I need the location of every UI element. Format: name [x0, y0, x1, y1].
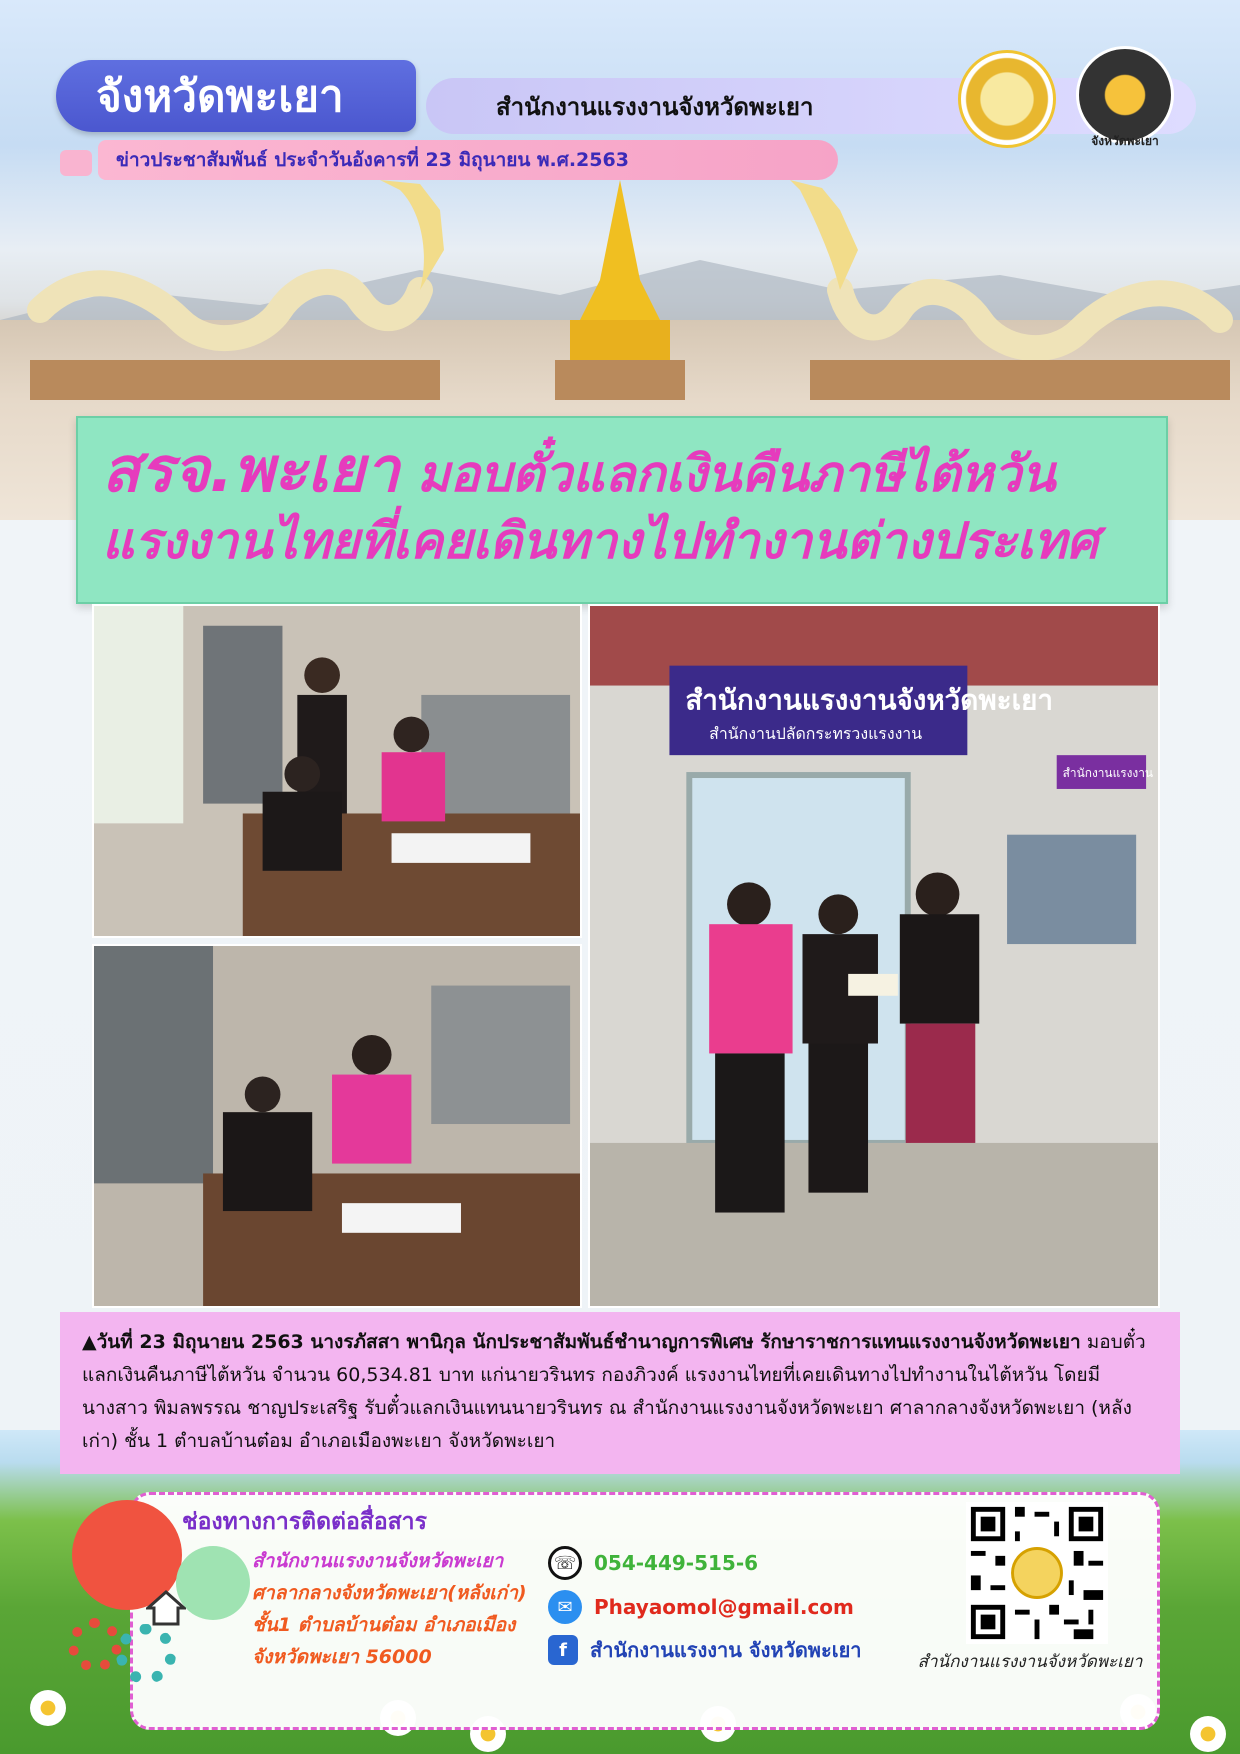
labour-office-seal-icon: [958, 50, 1056, 148]
facebook-contact[interactable]: [548, 1634, 862, 1666]
phone-number: 054-449-515-6: [594, 1551, 759, 1575]
facebook-icon: f: [548, 1635, 578, 1665]
email-contact[interactable]: [548, 1590, 854, 1624]
address-line: จังหวัดพะเยา 56000: [252, 1646, 432, 1668]
address-line: สำนักงานแรงงานจังหวัดพะเยา: [252, 1550, 504, 1572]
sign-small: สำนักงานแรงงาน: [1062, 766, 1154, 781]
photo-office-entrance: [588, 604, 1160, 1308]
photo-office-desk-1: [92, 604, 582, 938]
news-pill-tab: [60, 150, 92, 176]
address-line: ศาลากลางจังหวัดพะเยา(หลังเก่า): [252, 1582, 527, 1604]
email-icon: ✉: [548, 1590, 582, 1624]
qr-label: สำนักงานแรงงานจังหวัดพะเยา: [917, 1652, 1143, 1672]
map-pin-icon: [176, 1546, 250, 1620]
daisy-decoration: [30, 1690, 66, 1726]
phone-icon: ☏: [548, 1546, 582, 1580]
headline-line-1-rest: มอบตั๋วแลกเงินคืนภาษีไต้หวัน: [416, 445, 1056, 503]
office-title: สำนักงานแรงงานจังหวัดพะเยา: [426, 78, 1196, 134]
news-date: ข่าวประชาสัมพันธ์ ประจำวันอังคารที่ 23 มิถุนายน พ.ศ.2563: [98, 140, 838, 180]
headline-abbrev: สรจ.พะเยา: [102, 433, 400, 506]
headline-line-2: แรงงานไทยที่เคยเดินทางไปทำงานต่างประเทศ: [102, 512, 1099, 571]
province-title: จังหวัดพะเยา: [56, 60, 416, 132]
contact-title: ช่องทางการติดต่อสื่อสาร: [182, 1509, 427, 1535]
naga-stupa-scene: [0, 170, 1240, 430]
province-seal-icon: [1076, 46, 1174, 144]
sign-sub: สำนักงานปลัดกระทรวงแรงงาน: [709, 724, 923, 744]
news-caption: [60, 1312, 1180, 1474]
gear-icon: [116, 1624, 176, 1684]
caption-lead: ▲วันที่ 23 มิถุนายน 2563 นางรภัสสา พานิกุล นักประชาสัมพันธ์ชำนาญการพิเศษ รักษาราชการแทนแรงงานจังหวัดพะเยา: [82, 1331, 1081, 1353]
province-seal-label: จังหวัดพะเยา: [1091, 134, 1159, 148]
address-line: ชั้น1 ตำบลบ้านต๋อม อำเภอเมือง: [252, 1614, 516, 1636]
home-icon: [146, 1590, 186, 1626]
caption-body: มอบตั๋วแลกเงินคืนภาษีไต้หวัน จำนวน 60,534.81 บาท แก่นายวรินทร กองภิวงค์ แรงงานไทยที่เคยเดินทางไปทำงานในไต้หวัน โดยมี นางสาว พิมลพรรณ ชาญประเสริฐ รับตั๋วแลกเงินแทนนายวรินทร ณ สำนักงานแรงงานจังหวัดพะเยา ศาลากลางจังหวัดพะเยา (หลังเก่า) ชั้น 1 ตำบลบ้านต๋อม อำเภอเมืองพะเยา จังหวัดพะเยา: [82, 1331, 1146, 1452]
sign-main: สำนักงานแรงงานจังหวัดพะเยา: [685, 683, 1053, 717]
email-address: Phayaomol@gmail.com: [594, 1595, 854, 1619]
gear-icon: [68, 1618, 122, 1672]
daisy-decoration: [1190, 1716, 1226, 1752]
qr-code-icon[interactable]: [966, 1502, 1108, 1644]
headline-line-1: [102, 433, 1142, 506]
facebook-name: สำนักงานแรงงาน จังหวัดพะเยา: [590, 1638, 862, 1662]
phone-contact[interactable]: [548, 1546, 758, 1580]
headline-banner: [76, 416, 1168, 604]
photo-office-desk-2: [92, 944, 582, 1308]
